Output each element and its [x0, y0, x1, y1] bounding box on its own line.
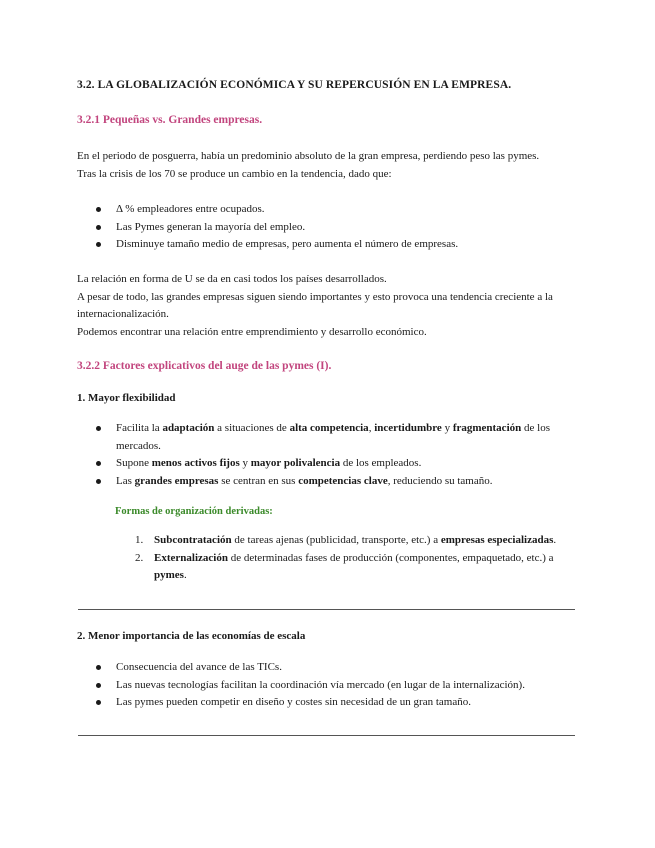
intro-line: En el periodo de posguerra, había un predominio absoluto de la gran empresa, perdiendo peso las pymes.	[77, 150, 540, 162]
list-item: Las Pymes generan la mayoría del empleo.	[96, 219, 566, 237]
bullet-icon	[96, 665, 101, 670]
u-shape-paragraph	[77, 271, 577, 341]
list-item: 1. Subcontratación de tareas ajenas (publicidad, transporte, etc.) a empresas especializadas.	[135, 534, 557, 546]
list-item: 2. Externalización de determinadas fases de producción (componentes, empaquetado, etc.) a pymes.	[135, 551, 554, 581]
bullet-icon	[96, 479, 101, 484]
bullet-icon	[96, 207, 101, 212]
subsection-heading-3-2-2: 3.2.2 Factores explicativos del auge de las pymes (I).	[77, 360, 332, 372]
derived-forms-list	[135, 532, 575, 585]
paragraph-line: A pesar de todo, las grandes empresas siguen siendo importantes y esto provoca una tendencia creciente a la	[77, 290, 553, 303]
list-item: Las pymes pueden competir en diseño y costes sin necesidad de un gran tamaño.	[96, 694, 566, 712]
bullet-icon	[96, 242, 101, 247]
intro-line: Tras la crisis de los 70 se produce un cambio en la tendencia, dado que:	[77, 167, 392, 180]
factor-heading-flexibility: 1. Mayor flexibilidad	[77, 392, 176, 404]
section-title: 3.2. LA GLOBALIZACIÓN ECONÓMICA Y SU REPERCUSIÓN EN LA EMPRESA.	[77, 79, 512, 91]
list-item: Consecuencia del avance de las TICs.	[96, 659, 566, 677]
divider	[78, 735, 575, 736]
paragraph-line: Podemos encontrar una relación entre emprendimiento y desarrollo económico.	[77, 325, 427, 338]
bullet-icon	[96, 700, 101, 705]
flexibility-bullet-list	[96, 420, 566, 490]
bullet-icon	[96, 461, 101, 466]
subsection-heading-3-2-1: 3.2.1 Pequeñas vs. Grandes empresas.	[77, 114, 263, 126]
divider	[78, 609, 575, 610]
intro-paragraph	[77, 148, 577, 183]
list-item: Disminuye tamaño medio de empresas, pero aumenta el número de empresas.	[96, 236, 566, 254]
list-item: Δ % empleadores entre ocupados.	[96, 201, 566, 219]
list-item: Facilita la adaptación a situaciones de alta competencia, incertidumbre y fragmentación de los mercados.	[96, 420, 566, 455]
list-item: Supone menos activos fijos y mayor polivalencia de los empleados.	[96, 455, 566, 473]
list-item: Las grandes empresas se centran en sus competencias clave, reduciendo su tamaño.	[96, 473, 566, 491]
bullet-icon	[96, 426, 101, 431]
bullet-icon	[96, 683, 101, 688]
paragraph-line: La relación en forma de U se da en casi todos los países desarrollados.	[77, 273, 387, 285]
list-item: Las nuevas tecnologías facilitan la coordinación vía mercado (en lugar de la internalización).	[96, 677, 566, 695]
factor-heading-economies-of-scale: 2. Menor importancia de las economías de escala	[77, 630, 306, 642]
derived-forms-heading: Formas de organización derivadas:	[115, 506, 273, 517]
paragraph-line: internacionalización.	[77, 308, 169, 320]
economies-bullet-list	[96, 659, 566, 712]
trend-bullet-list	[96, 201, 566, 254]
bullet-icon	[96, 225, 101, 230]
